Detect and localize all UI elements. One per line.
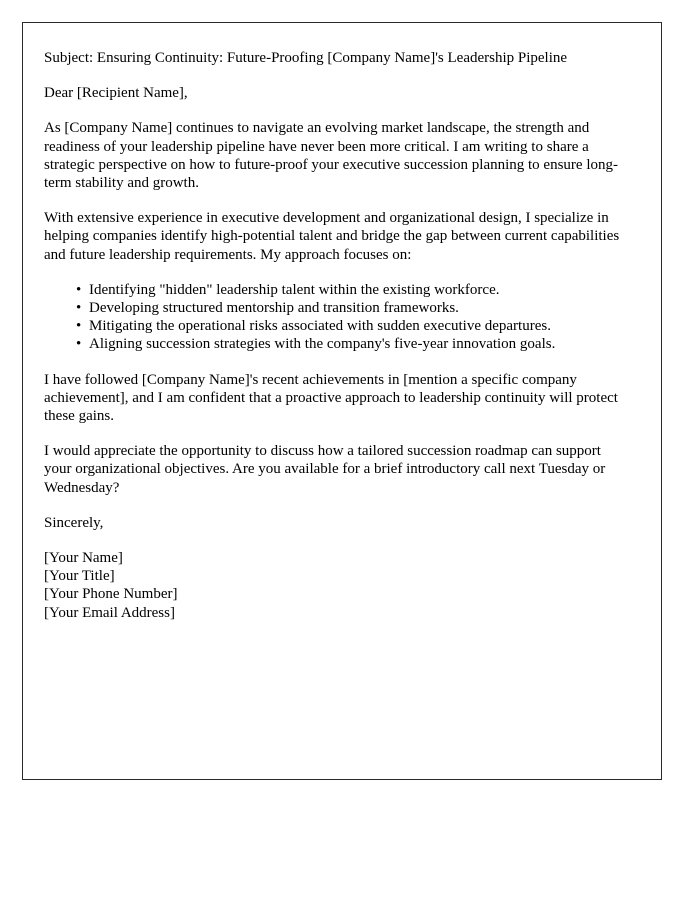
signature-name: [Your Name]	[44, 550, 123, 567]
list-item-text: Aligning succession strategies with the company's five-year innovation goals.	[89, 336, 556, 353]
letter-body	[23, 23, 661, 622]
list-item	[44, 317, 631, 335]
signature-phone: [Your Phone Number]	[44, 586, 178, 603]
list-item-text: Identifying "hidden" leadership talent within the existing workforce.	[89, 281, 500, 298]
letter-frame	[22, 22, 662, 780]
approach-bullet-list	[44, 281, 631, 354]
signature-title: [Your Title]	[44, 568, 115, 585]
salutation: Dear [Recipient Name],	[44, 85, 188, 102]
list-item	[44, 299, 631, 317]
list-item-text: Mitigating the operational risks associated with sudden executive departures.	[89, 318, 551, 335]
body-paragraph-3: I have followed [Company Name]'s recent achievements in [mention a specific company achievement], and I am confident that a proactive approach to leadership continuity will protect these gains.	[44, 371, 618, 425]
bullet-point-icon: •	[76, 300, 82, 317]
bullet-point-icon: •	[76, 336, 82, 353]
list-item	[44, 281, 631, 299]
signature-email: [Your Email Address]	[44, 604, 175, 621]
body-paragraph-4: I would appreciate the opportunity to discuss how a tailored succession roadmap can support your organizational objectives. Are you available for a brief introductory call next Tuesday or Wednesday?	[44, 443, 606, 496]
closing-salutation: Sincerely,	[44, 514, 104, 531]
list-item	[44, 335, 631, 353]
bullet-point-icon: •	[76, 281, 82, 298]
list-item-text: Developing structured mentorship and transition frameworks.	[89, 300, 459, 317]
body-paragraph-2: With extensive experience in executive development and organizational design, I specialize in helping companies identify high-potential talent and bridge the gap between current capabilities and future leadership requirements. My approach focuses on:	[44, 210, 620, 263]
bullet-point-icon: •	[76, 318, 82, 335]
subject-line: Subject: Ensuring Continuity: Future-Proofing [Company Name]'s Leadership Pipeline	[44, 50, 568, 66]
signature-block	[44, 549, 631, 622]
body-paragraph-1: As [Company Name] continues to navigate an evolving market landscape, the strength and readiness of your leadership pipeline have never been more critical. I am writing to share a strategic perspective on how to future-proof your executive succession planning to ensure long-term stability and growth.	[44, 120, 618, 192]
